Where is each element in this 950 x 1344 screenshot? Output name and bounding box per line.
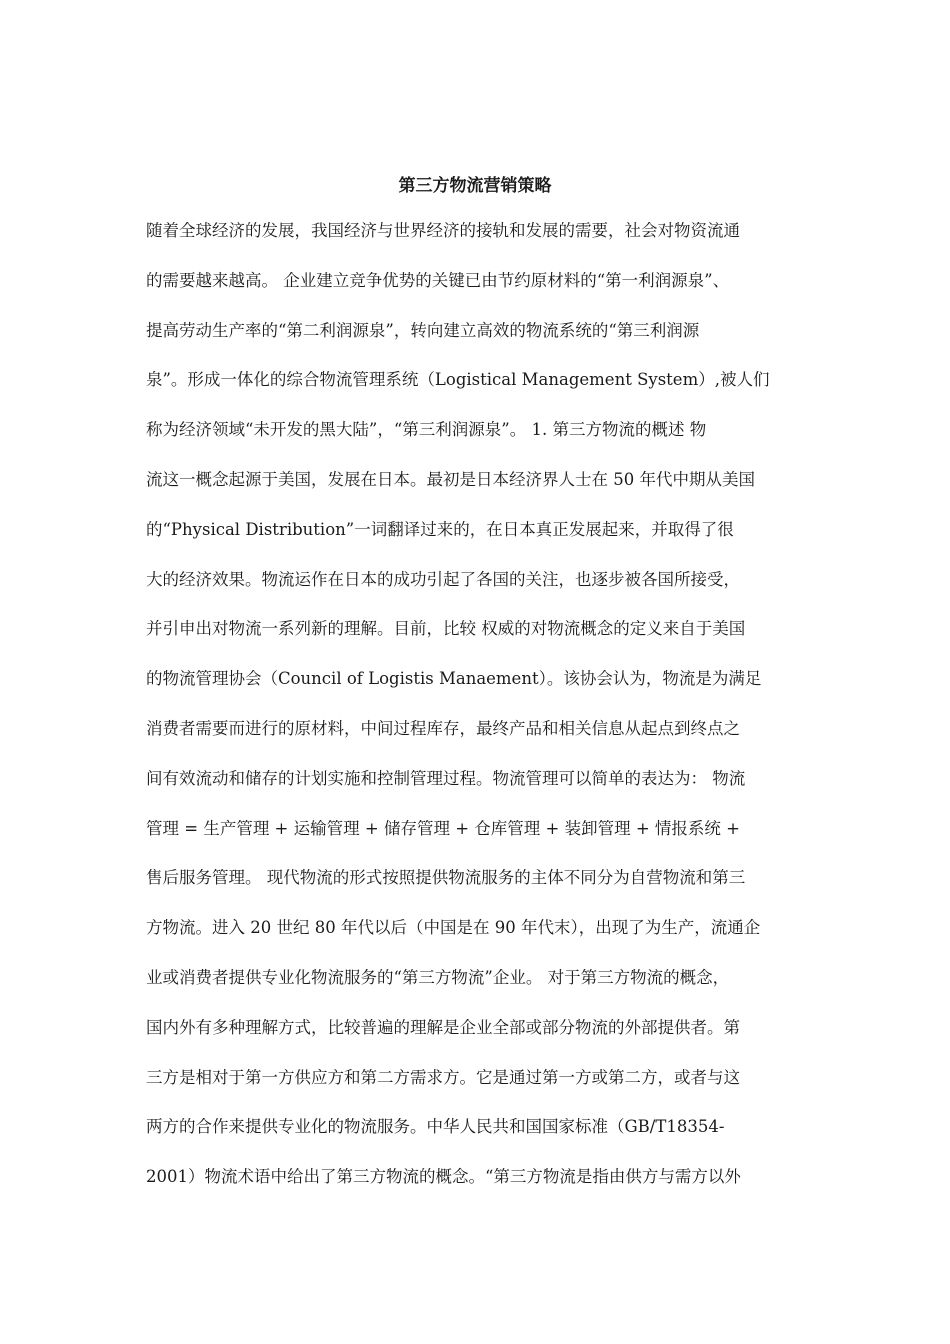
- text-line: 售后服务管理。 现代物流的形式按照提供物流服务的主体不同分为自营物流和第三: [146, 868, 746, 888]
- text-line: 的物流管理协会（Council of Logistis Manaement）。该协会认为，物流是为满足: [146, 669, 762, 689]
- text-line: 两方的合作来提供专业化的物流服务。中华人民共和国国家标准（GB/T18354-: [146, 1117, 725, 1137]
- document-body: [146, 216, 866, 1212]
- text-line: 消费者需要而进行的原材料，中间过程库存，最终产品和相关信息从起点到终点之: [146, 718, 740, 738]
- document-title: 第三方物流营销策略: [398, 176, 552, 196]
- text-line: 业或消费者提供专业化物流服务的“第三方物流”企业。 对于第三方物流的概念，: [146, 967, 730, 987]
- text-line: 间有效流动和储存的计划实施和控制管理过程。物流管理可以简单的表达为： 物流: [146, 768, 746, 788]
- text-line: 2001）物流术语中给出了第三方物流的概念。“第三方物流是指由供方与需方以外: [146, 1167, 741, 1187]
- text-line: 的需要越来越高。 企业建立竞争优势的关键已由节约原材料的“第一利润源泉”、: [146, 270, 730, 290]
- text-line: 大的经济效果。物流运作在日本的成功引起了各国的关注，也逐步被各国所接受，: [146, 569, 740, 589]
- text-line: 方物流。进入 20 世纪 80 年代以后（中国是在 90 年代末），出现了为生产，流通企: [146, 918, 761, 938]
- text-line: 的“Physical Distribution”一词翻译过来的，在日本真正发展起来，并取得了很: [146, 519, 734, 539]
- text-line: 国内外有多种理解方式，比较普遍的理解是企业全部或部分物流的外部提供者。第: [146, 1017, 740, 1037]
- text-line: 提高劳动生产率的“第二利润源泉”，转向建立高效的物流系统的“第三利润源: [146, 320, 700, 340]
- text-line: 并引申出对物流一系列新的理解。目前，比较 权威的对物流概念的定义来自于美国: [146, 619, 746, 639]
- text-line: 流这一概念起源于美国，发展在日本。最初是日本经济界人士在 50 年代中期从美国: [146, 469, 755, 489]
- text-line: 三方是相对于第一方供应方和第二方需求方。它是通过第一方或第二方，或者与这: [146, 1067, 740, 1087]
- text-line: 随着全球经济的发展，我国经济与世界经济的接轨和发展的需要，社会对物资流通: [146, 221, 740, 240]
- text-line: 管理 = 生产管理 + 运输管理 + 储存管理 + 仓库管理 + 装卸管理 + 情报系统 +: [146, 818, 740, 838]
- text-line: 称为经济领域“未开发的黑大陆”，“第三利润源泉”。 1. 第三方物流的概述 物: [146, 420, 707, 440]
- text-line: 泉”。形成一体化的综合物流管理系统（Logistical Management System）,被人们: [146, 370, 770, 390]
